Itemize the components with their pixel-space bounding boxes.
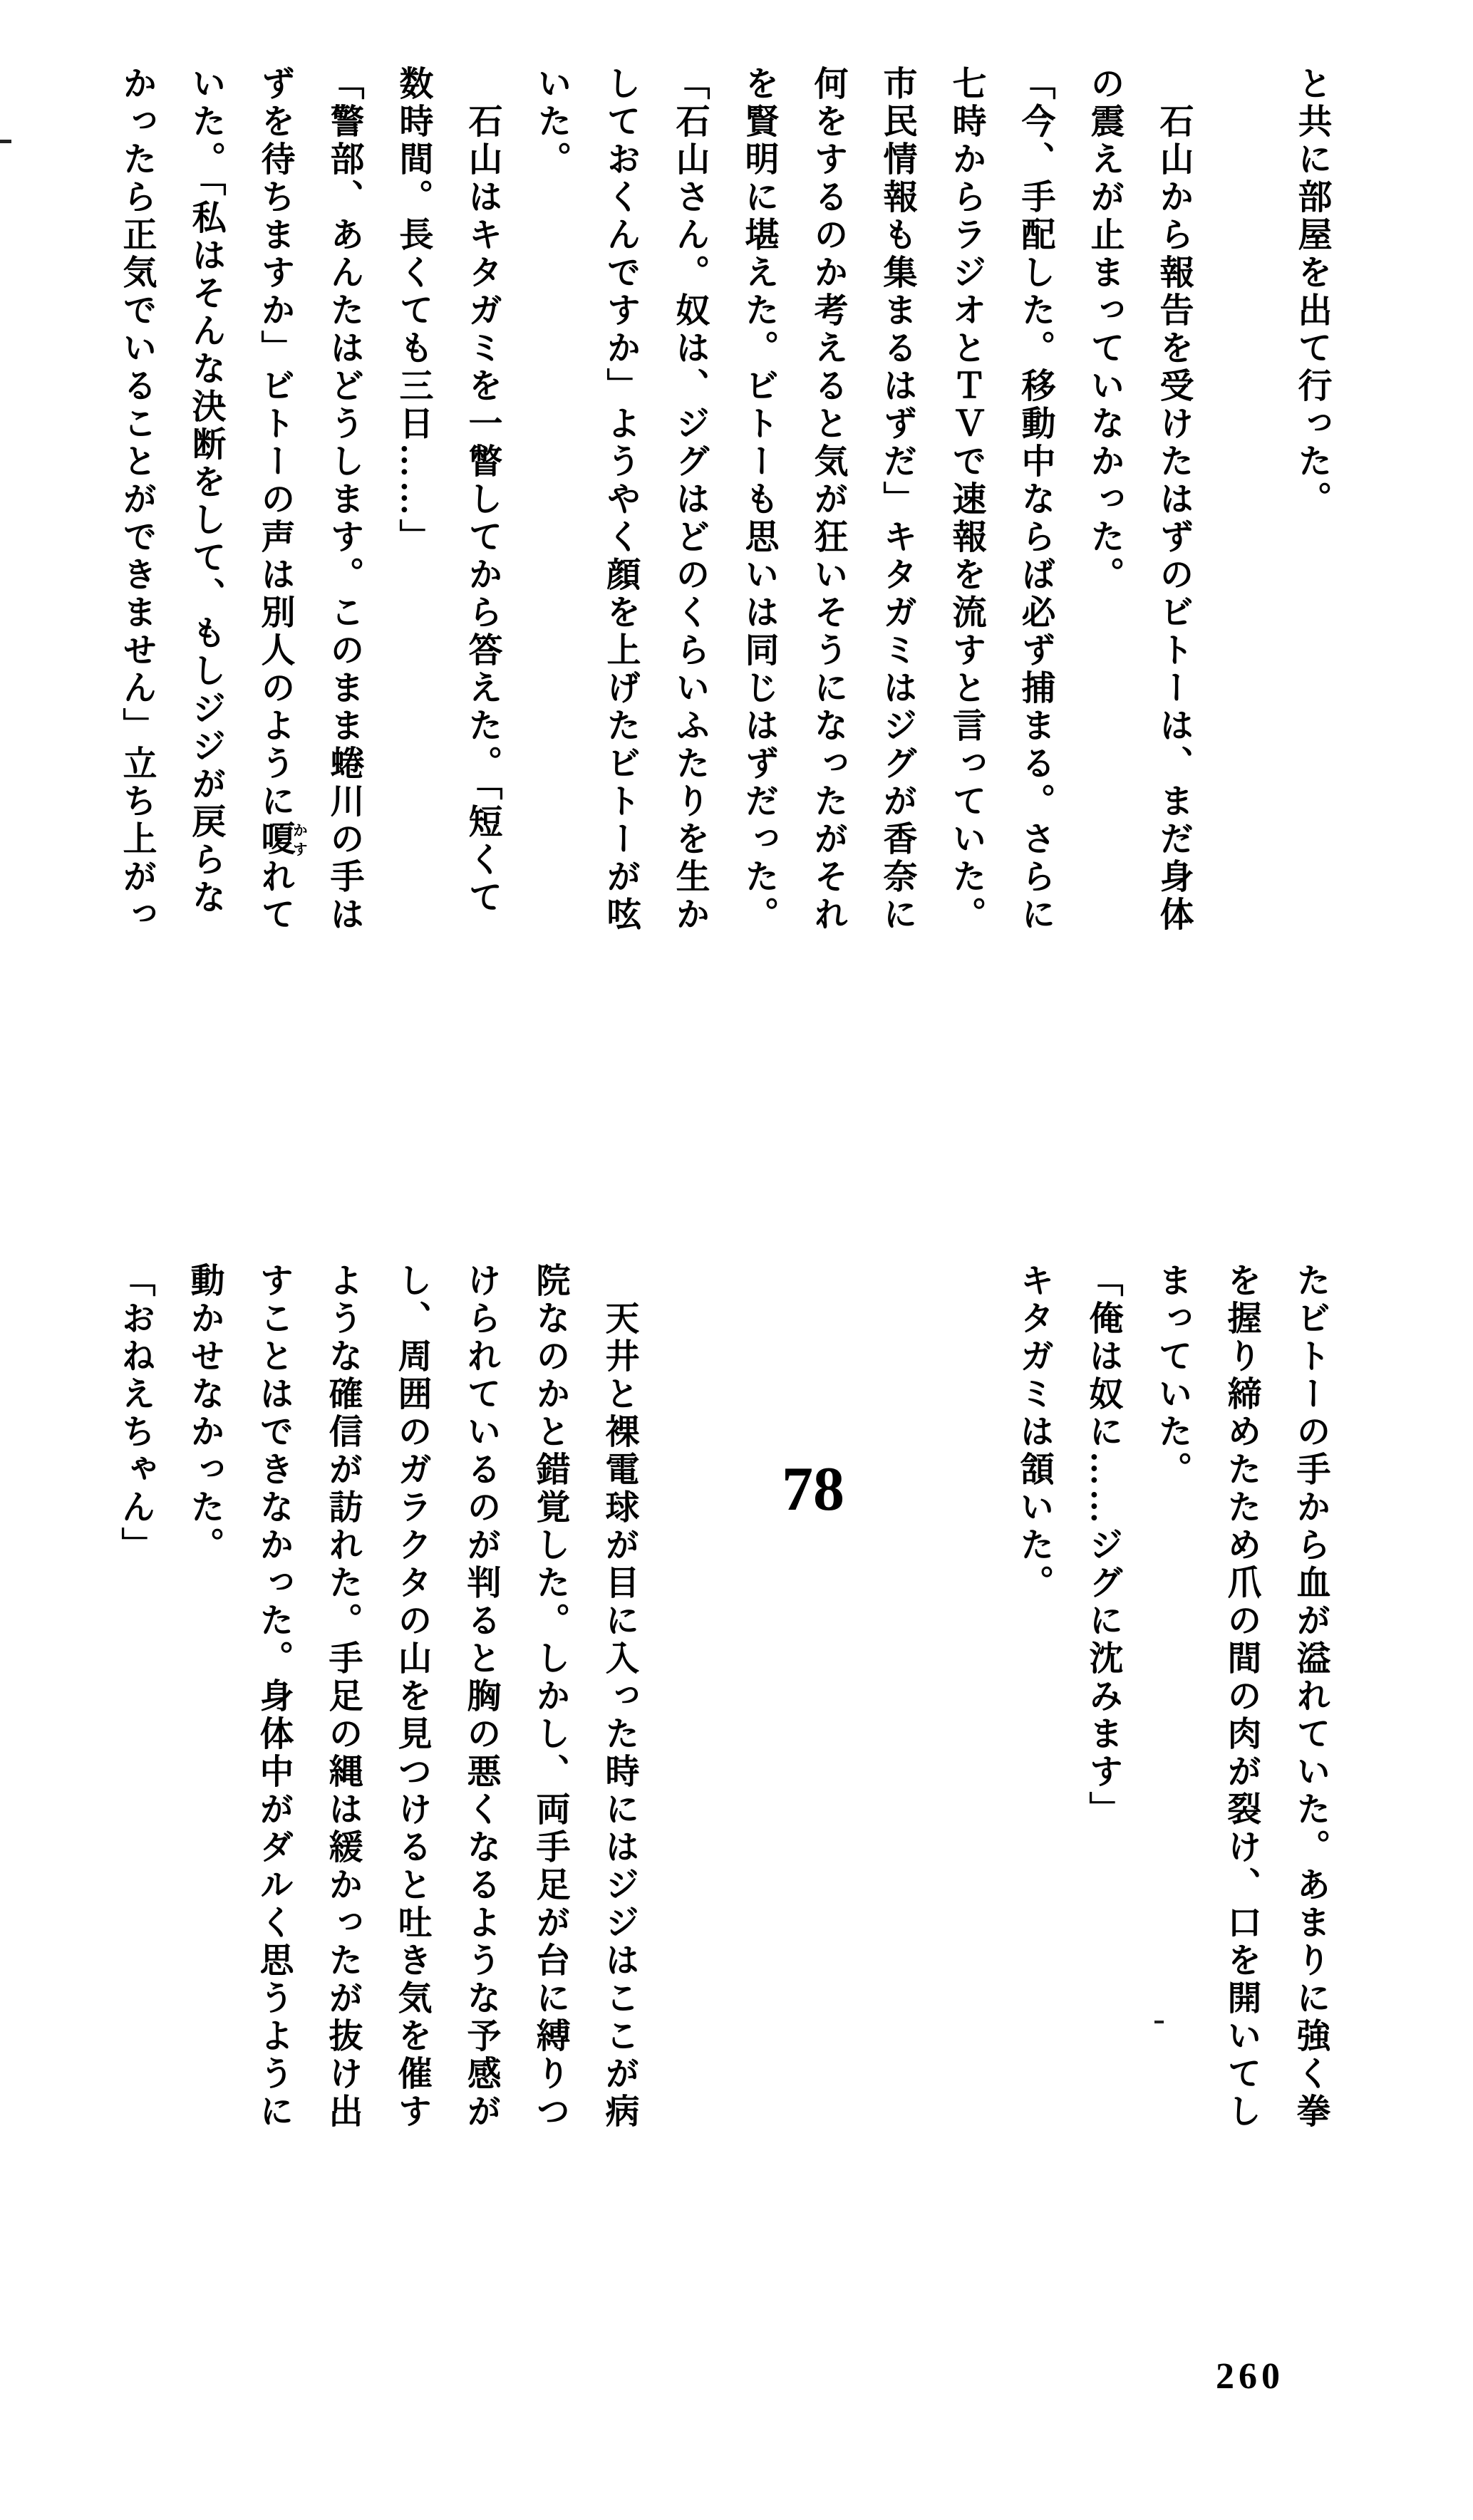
page-number: 260	[1216, 2356, 1284, 2397]
text-line	[861, 1262, 930, 2182]
text-line: 市民情報も集まるはずだ」キタガミはジグが香奈に	[878, 66, 916, 934]
furigana-text: かす	[291, 821, 309, 859]
text-line: を賢明に堪えた。ビトーも思いは同じはずだった。	[740, 66, 777, 934]
text-line: ような確信が訪れた。手足の縄は緩かったが抜け出	[324, 1262, 361, 2131]
text-line: を握り締めたため爪の間の肉が裂け、口を開いてし	[1222, 1262, 1260, 2131]
text-line: の震えが止まっていなかった。	[1085, 66, 1123, 594]
text-line: けられているのが判ると胸の悪くなるような予感が	[462, 1262, 500, 2131]
top-text-block	[102, 66, 1346, 985]
text-line: 天井と裸電球が目に入った時にはジジはここが病	[600, 1262, 638, 2131]
text-line: かったら正気でいることができません」立ち上がっ	[118, 66, 155, 934]
text-line: 「俺は奴に……ジグに沈みます」	[1084, 1262, 1122, 1829]
text-line: 何をするのか考えると気が狂いそうになったがそれ	[809, 66, 847, 934]
text-line	[653, 1262, 723, 2182]
text-line: し、周囲のガラクタの山を見つけると吐き気を催す	[393, 1262, 430, 2131]
text-line: 七時からラジオとＴＶで速報を流すと言っていた。	[947, 66, 985, 934]
text-line: 院なのかと錯覚した。しかし、両手足が台に縛りつ	[531, 1262, 569, 2131]
text-line: 動かせなかった。	[185, 1262, 223, 1565]
scan-speck	[0, 140, 11, 143]
text-line: 「今、手配した。移動中ならば必ず捕まる。さらに	[1016, 66, 1054, 934]
text-line: まっていた。	[1153, 1262, 1191, 1489]
text-line: 石山から報告を受けたはずのビトーは、まだ身体	[1154, 66, 1192, 934]
section-number: 78	[782, 1455, 844, 1524]
text-line: 石山はキタガミを一瞥してから答えた。「短くて	[463, 66, 501, 917]
text-line: いた。「私はそんな決断をして、もしジジが戻らな	[187, 66, 224, 917]
text-line: しておくんですか」ようやく顔を上げたビトーが呟	[601, 66, 639, 934]
text-line: 「石山さん。奴は、ジグはどのくらいふたりを生か	[671, 66, 708, 934]
text-line: 「警部、あんたはどうします。このまま蜷川の手は	[325, 66, 363, 934]
text-line	[930, 1262, 999, 2182]
text-line: キタガミは頷いた。	[1015, 1262, 1053, 1602]
text-line	[792, 1262, 861, 2182]
text-line: ずを待ちますか」ビトーの声は別人のように嗄かすれて	[256, 66, 309, 934]
text-line	[1208, 66, 1277, 985]
bottom-text-block	[100, 1262, 1345, 2182]
text-line: と共に部屋を出て行った。	[1293, 66, 1330, 519]
text-line: 数時間。長くても三日……」	[394, 66, 432, 556]
text-line: 「おねえちゃん」	[116, 1262, 154, 1565]
text-line: いた。	[532, 66, 570, 179]
text-line: すことはできなかった。身体中がダルく思うように	[254, 1262, 292, 2131]
text-line	[723, 1262, 792, 2182]
furigana-ruby: 嗄かす	[256, 821, 309, 859]
scan-speck	[1154, 2021, 1164, 2023]
text-line: たビトーの手から血が溢れていた。あまりに強く拳	[1291, 1262, 1329, 2131]
